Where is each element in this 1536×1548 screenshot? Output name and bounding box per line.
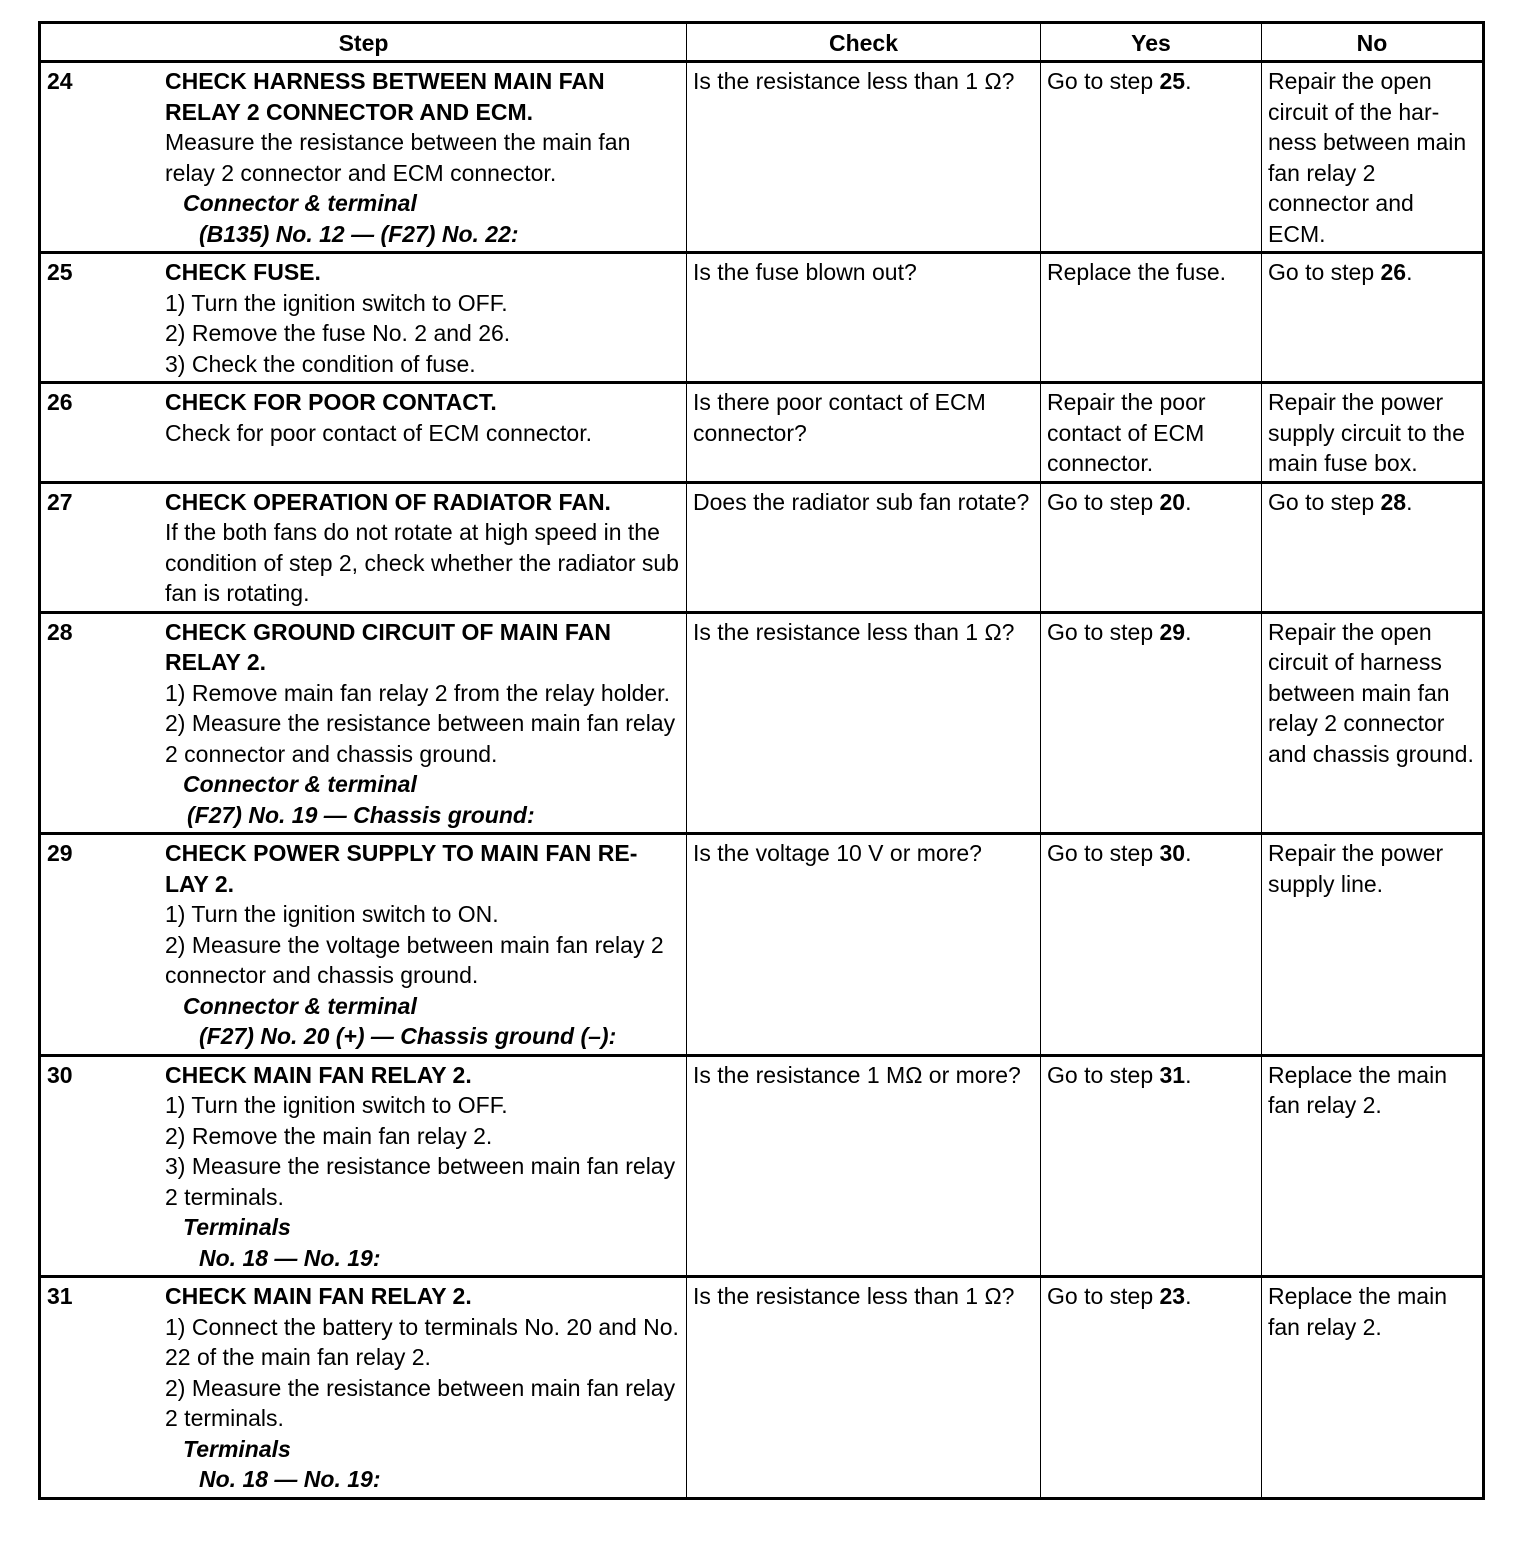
spec-value: (F27) No. 20 (+) — Chassis ground (–): bbox=[199, 1023, 617, 1049]
spec-value: No. 18 — No. 19: bbox=[199, 1466, 381, 1492]
yes-text: Go to step bbox=[1047, 1283, 1160, 1309]
step-number: 26 bbox=[47, 389, 73, 415]
yes-step-ref: 20 bbox=[1159, 488, 1186, 515]
yes-cell bbox=[1041, 62, 1262, 253]
step-instruction: 1) Turn the ignition switch to OFF. bbox=[165, 289, 508, 316]
yes-text: Repair the poor contact of ECM connector. bbox=[1047, 389, 1206, 476]
header-no: No bbox=[1262, 23, 1484, 62]
step-title: CHECK FOR POOR CONTACT. bbox=[165, 389, 497, 415]
step-instruction: 1) Turn the ignition switch to OFF. bbox=[165, 1092, 508, 1118]
yes-step-ref: 29 bbox=[1159, 618, 1186, 645]
no-cell: Replace the main fan relay 2. bbox=[1262, 1277, 1484, 1499]
header-check: Check bbox=[687, 23, 1041, 62]
yes-punct: . bbox=[1185, 488, 1192, 515]
table-row bbox=[40, 1277, 1484, 1499]
step-instruction: 2) Remove the main fan relay 2. bbox=[165, 1122, 493, 1149]
yes-text: Go to step bbox=[1047, 488, 1160, 515]
no-step-ref: 28 bbox=[1380, 488, 1407, 515]
yes-cell bbox=[1041, 253, 1262, 383]
step-instruction: 1) Turn the ignition switch to ON. bbox=[165, 901, 499, 927]
no-text: Go to step bbox=[1268, 488, 1381, 515]
step-number: 29 bbox=[47, 840, 73, 866]
step-instruction: 2) Measure the resistance between main fan relay 2 terminals. bbox=[165, 1374, 676, 1431]
yes-step-ref: 30 bbox=[1159, 840, 1186, 866]
yes-punct: . bbox=[1185, 1061, 1192, 1088]
step-number: 31 bbox=[47, 1283, 73, 1309]
check-cell: Is there poor contact of ECM connector? bbox=[687, 383, 1041, 483]
check-cell: Is the resistance less than 1 Ω? bbox=[687, 1277, 1041, 1499]
step-number: 24 bbox=[47, 68, 73, 94]
no-cell: Replace the main fan relay 2. bbox=[1262, 1055, 1484, 1277]
yes-text: Replace the fuse. bbox=[1047, 259, 1227, 285]
check-cell: Is the voltage 10 V or more? bbox=[687, 834, 1041, 1056]
yes-text: Go to step bbox=[1047, 68, 1160, 94]
spec-label: Connector & terminal bbox=[183, 190, 417, 216]
header-step: Step bbox=[40, 23, 687, 62]
step-number: 28 bbox=[47, 618, 73, 645]
step-title: CHECK HARNESS BETWEEN MAIN FAN RELAY 2 CONNECTOR AND ECM. bbox=[165, 68, 605, 125]
step-instruction: 2) Measure the resistance between main fan relay 2 connector and chassis ground. bbox=[165, 710, 676, 767]
yes-text: Go to step bbox=[1047, 618, 1160, 645]
table-row bbox=[40, 62, 1484, 253]
table-row bbox=[40, 834, 1484, 1056]
step-instruction: 2) Remove the fuse No. 2 and 26. bbox=[165, 320, 511, 346]
step-cell bbox=[40, 1277, 687, 1499]
spec-label: Connector & terminal bbox=[183, 992, 417, 1019]
yes-cell bbox=[1041, 383, 1262, 483]
no-cell: Repair the open circuit of harness between main fan relay 2 connector and chassis ground. bbox=[1262, 612, 1484, 834]
check-cell: Is the fuse blown out? bbox=[687, 253, 1041, 383]
step-cell bbox=[40, 62, 687, 253]
check-cell: Is the resistance 1 MΩ or more? bbox=[687, 1055, 1041, 1277]
yes-step-ref: 31 bbox=[1159, 1061, 1186, 1088]
yes-punct: . bbox=[1185, 840, 1192, 866]
spec-label: Terminals bbox=[183, 1214, 291, 1240]
diagnostic-table bbox=[38, 21, 1485, 1500]
step-instruction: 1) Connect the battery to terminals No. 20 and No. 22 of the main fan relay 2. bbox=[165, 1313, 679, 1370]
step-cell bbox=[40, 482, 687, 612]
spec-label: Connector & terminal bbox=[183, 771, 417, 797]
no-step-ref: 26 bbox=[1380, 259, 1407, 285]
step-title: CHECK MAIN FAN RELAY 2. bbox=[165, 1061, 472, 1088]
yes-step-ref: 23 bbox=[1159, 1283, 1186, 1309]
header-yes: Yes bbox=[1041, 23, 1262, 62]
step-title: CHECK POWER SUPPLY TO MAIN FAN RE-LAY 2. bbox=[165, 840, 638, 897]
yes-punct: . bbox=[1185, 618, 1192, 645]
spec-value: No. 18 — No. 19: bbox=[199, 1244, 381, 1271]
step-title: CHECK MAIN FAN RELAY 2. bbox=[165, 1283, 472, 1309]
yes-cell bbox=[1041, 834, 1262, 1056]
yes-punct: . bbox=[1185, 68, 1192, 94]
check-cell: Is the resistance less than 1 Ω? bbox=[687, 62, 1041, 253]
table-row bbox=[40, 482, 1484, 612]
spec-label: Terminals bbox=[183, 1435, 291, 1462]
step-instruction: 1) Remove main fan relay 2 from the relay holder. bbox=[165, 679, 670, 706]
no-cell: Repair the open circuit of the har-ness between main fan relay 2 connector and ECM. bbox=[1262, 62, 1484, 253]
check-cell: Is the resistance less than 1 Ω? bbox=[687, 612, 1041, 834]
yes-text: Go to step bbox=[1047, 1061, 1160, 1088]
check-cell: Does the radiator sub fan rotate? bbox=[687, 482, 1041, 612]
yes-cell bbox=[1041, 1277, 1262, 1499]
header-row bbox=[40, 23, 1484, 62]
step-instruction: If the both fans do not rotate at high speed in the condition of step 2, check whether the radiator sub fan is rotating. bbox=[165, 519, 679, 606]
spec-value: (F27) No. 19 — Chassis ground: bbox=[187, 801, 535, 828]
step-instruction: Measure the resistance between the main fan relay 2 connector and ECM connector. bbox=[165, 129, 631, 186]
step-cell bbox=[40, 253, 687, 383]
step-number: 30 bbox=[47, 1061, 73, 1088]
no-cell: Repair the power supply circuit to the main fuse box. bbox=[1262, 383, 1484, 483]
no-punct: . bbox=[1406, 488, 1413, 515]
table-row bbox=[40, 612, 1484, 834]
no-punct: . bbox=[1406, 259, 1413, 285]
yes-text: Go to step bbox=[1047, 840, 1160, 866]
yes-cell bbox=[1041, 482, 1262, 612]
no-cell bbox=[1262, 253, 1484, 383]
yes-step-ref: 25 bbox=[1159, 68, 1186, 94]
table-row bbox=[40, 1055, 1484, 1277]
step-title: CHECK OPERATION OF RADIATOR FAN. bbox=[165, 488, 611, 515]
diagnostic-table-page bbox=[38, 21, 1482, 1500]
yes-cell bbox=[1041, 612, 1262, 834]
yes-cell bbox=[1041, 1055, 1262, 1277]
step-number: 25 bbox=[47, 259, 73, 285]
table-row bbox=[40, 253, 1484, 383]
yes-punct: . bbox=[1185, 1283, 1192, 1309]
step-cell bbox=[40, 612, 687, 834]
step-cell bbox=[40, 1055, 687, 1277]
no-cell bbox=[1262, 482, 1484, 612]
step-instruction: 3) Check the condition of fuse. bbox=[165, 350, 476, 377]
step-instruction: 3) Measure the resistance between main fan relay 2 terminals. bbox=[165, 1153, 676, 1210]
step-cell bbox=[40, 834, 687, 1056]
step-cell bbox=[40, 383, 687, 483]
table-row bbox=[40, 383, 1484, 483]
no-cell: Repair the power supply line. bbox=[1262, 834, 1484, 1056]
no-text: Go to step bbox=[1268, 259, 1381, 285]
step-title: CHECK FUSE. bbox=[165, 259, 321, 285]
step-number: 27 bbox=[47, 488, 73, 515]
step-instruction: Check for poor contact of ECM connector. bbox=[165, 419, 592, 446]
step-instruction: 2) Measure the voltage between main fan relay 2 connector and chassis ground. bbox=[165, 931, 664, 988]
step-title: CHECK GROUND CIRCUIT OF MAIN FAN RELAY 2. bbox=[165, 618, 611, 675]
spec-value: (B135) No. 12 — (F27) No. 22: bbox=[199, 220, 519, 247]
